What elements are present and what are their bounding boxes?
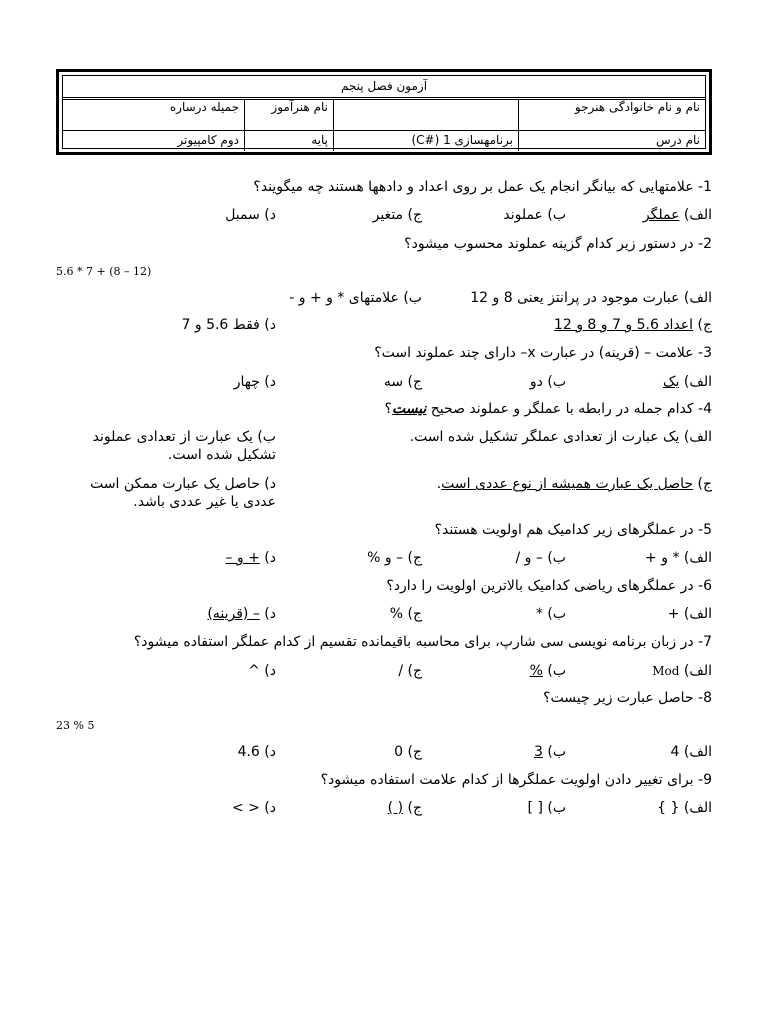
q5-option-b: ب) – و / (515, 550, 566, 566)
q4-option-c-end: . (436, 476, 442, 492)
q2-option-c-prefix: ج) (693, 317, 712, 333)
q5-option-d-value: + و – (225, 550, 260, 566)
q9-option-c-value: ( ) (387, 800, 404, 816)
q9-option-c (388, 798, 422, 818)
q7-option-b (530, 661, 566, 681)
q2-code: 5.6 * 7 + (8 – 12) (56, 265, 152, 278)
q1-option-d: د) سمبل (225, 207, 276, 223)
q6-option-d-value: – (قرینه) (207, 606, 260, 622)
q3-option-d: د) چهار (233, 374, 276, 390)
q4-option-c (404, 475, 712, 493)
q8-option-c: ج) 0 (394, 744, 422, 760)
q4-text-end: ؟ (384, 401, 392, 417)
q9-option-b: ب) [ ] (527, 800, 566, 816)
grade-label: پایه (245, 131, 334, 152)
q1-option-a-value: عملگر (642, 207, 680, 223)
course-label: نام درس (519, 131, 706, 152)
q9-option-a: الف) { } (657, 800, 712, 816)
q4-option-c-value: حاصل یک عبارت همیشه از نوع عددی است (441, 476, 694, 492)
q3-option-a-value: یک (663, 374, 680, 390)
course-value: برنامهسازی 1 (#C) (334, 131, 519, 152)
q8-code: 23 % 5 (56, 719, 95, 732)
q7-option-a (652, 661, 712, 681)
question-2: 2- در دستور زیر کدام گزینه عملوند محسوب میشود؟ (404, 236, 712, 252)
question-4 (385, 399, 712, 419)
q4-option-d: د) حاصل یک عبارت ممکن است عددی یا غیر عددی باشد. (90, 476, 276, 510)
exam-info-table (63, 100, 705, 151)
q8-option-b (534, 742, 566, 762)
q1-option-b: ب) عملوند (503, 207, 566, 223)
q3-option-c: ج) سه (383, 374, 422, 390)
q5-option-a: الف) * و + (645, 550, 712, 566)
q3-option-b: ب) دو (529, 374, 566, 390)
q5-option-d-prefix: د) (259, 550, 276, 566)
q7-option-c: ج) / (398, 663, 422, 679)
question-9: 9- برای تغییر دادن اولویت عملگرها از کدام علامت استفاده میشود؟ (320, 772, 712, 788)
q4-emphasis: نیست (391, 401, 427, 417)
q6-option-d (207, 604, 276, 624)
question-3: 3- علامت – (قرینه) در عبارت x– دارای چند عملوند است؟ (374, 345, 712, 361)
q4-option-a: الف) یک عبارت از تعدادی عملگر تشکیل شده است. (409, 429, 712, 445)
exam-header-inner (62, 75, 706, 149)
q9-option-d: د) < > (231, 800, 276, 816)
q8-option-a: الف) 4 (670, 744, 712, 760)
q1-option-c: ج) متغیر (372, 207, 422, 223)
student-name-label: نام و نام خانوادگی هنرجو (519, 100, 706, 131)
question-1: 1- علامتهایی که بیانگر انجام یک عمل بر روی اعداد و دادهها هستند چه میگویند؟ (253, 179, 712, 195)
q5-option-c: ج) – و % (367, 550, 422, 566)
q4-text: 4- کدام جمله در رابطه با عملگر و عملوند صحیح (430, 401, 712, 417)
question-8: 8- حاصل عبارت زیر چیست؟ (543, 690, 712, 706)
exam-header (56, 69, 712, 155)
teacher-name-label: نام هنرآموز (245, 100, 334, 131)
q7-option-a-prefix: الف) (679, 663, 712, 679)
q2-option-d: د) فقط 5.6 و 7 (181, 317, 276, 333)
q8-option-b-prefix: ب) (542, 744, 566, 760)
q6-option-c: ج) % (389, 606, 422, 622)
q2-option-a: الف) عبارت موجود در پرانتز یعنی 8 و 12 (470, 290, 712, 306)
q3-option-a (663, 372, 712, 392)
q2-option-c-value: اعداد 5.6 و 7 و 8 و 12 (553, 317, 694, 333)
teacher-name-value: جمیله درساره (63, 100, 245, 131)
student-name-value (334, 100, 519, 131)
q1-option-a (643, 205, 712, 225)
q6-option-a: الف) + (667, 606, 712, 622)
question-6: 6- در عملگرهای ریاضی کدامیک بالاترین اولویت را دارد؟ (386, 578, 712, 594)
question-5: 5- در عملگرهای زیر کدامیک هم اولویت هستند؟ (434, 522, 712, 538)
grade-value: دوم کامپیوتر (63, 131, 245, 152)
q3-option-a-prefix: الف) (679, 374, 712, 390)
q7-option-a-value: Mod (652, 664, 680, 678)
q7-option-b-prefix: ب) (542, 663, 566, 679)
q5-option-d (225, 548, 276, 568)
q9-option-c-prefix: ج) (403, 800, 422, 816)
exam-title: آزمون فصل پنجم (63, 76, 705, 100)
q6-option-d-prefix: د) (259, 606, 276, 622)
q8-option-d: د) 4.6 (237, 744, 276, 760)
question-7: 7- در زبان برنامه نویسی سی شارپ، برای محاسبه باقیمانده تقسیم از کدام عملگر استفاده میشود؟ (133, 634, 712, 650)
q2-option-c (554, 315, 712, 335)
q7-option-d: د) ^ (248, 663, 276, 679)
q1-option-a-prefix: الف) (679, 207, 712, 223)
q4-option-c-prefix: ج) (693, 476, 712, 492)
q7-option-b-value: % (529, 663, 543, 679)
q2-option-b: ب) علامتهای * و + و - (289, 290, 422, 306)
q6-option-b: ب) * (535, 606, 566, 622)
q4-option-b: ب) یک عبارت از تعدادی عملوند تشکیل شده است. (92, 429, 276, 463)
q8-option-b-value: 3 (533, 744, 543, 760)
